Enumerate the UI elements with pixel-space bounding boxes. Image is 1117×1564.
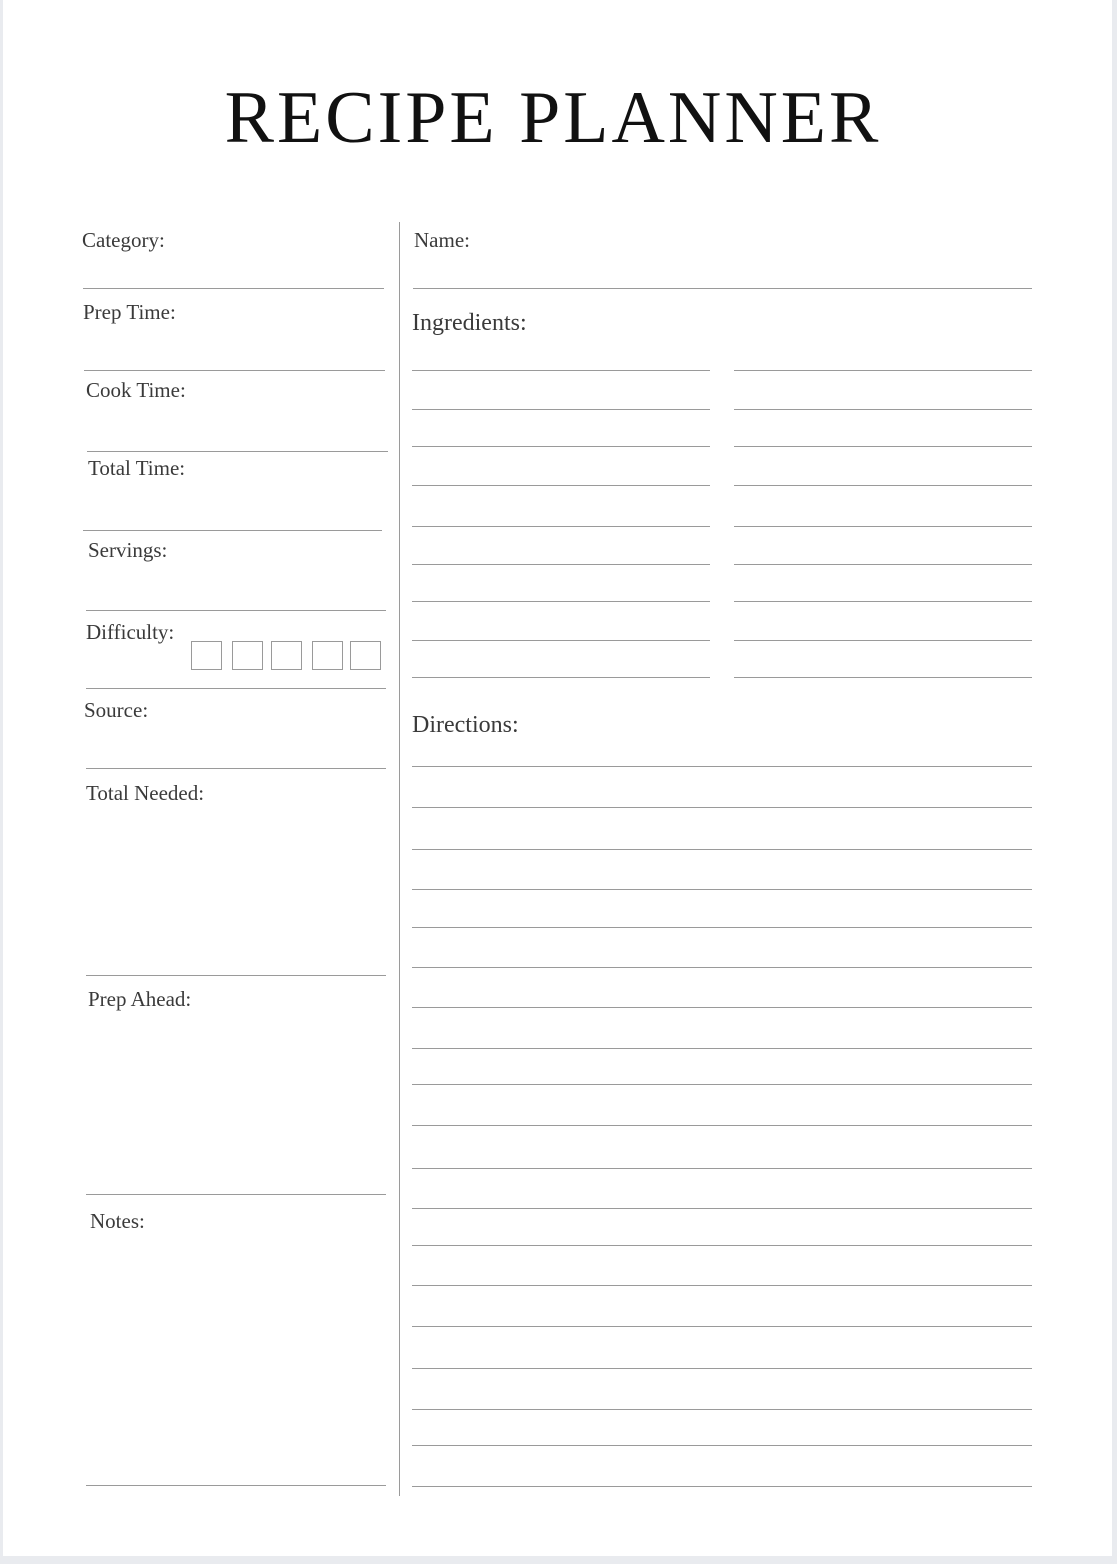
- direction-line[interactable]: [412, 1368, 1032, 1369]
- direction-line[interactable]: [412, 849, 1032, 850]
- difficulty-box-4[interactable]: [312, 641, 343, 670]
- servings-label: Servings:: [88, 538, 168, 562]
- direction-line[interactable]: [412, 1409, 1032, 1410]
- difficulty-box-2[interactable]: [232, 641, 263, 670]
- ingredient-line[interactable]: [734, 485, 1032, 486]
- notes-label: Notes:: [90, 1209, 145, 1233]
- cook-time-line[interactable]: [87, 451, 388, 452]
- source-label: Source:: [84, 698, 149, 722]
- ingredient-line[interactable]: [412, 564, 710, 565]
- category-label: Category:: [82, 228, 165, 252]
- ingredient-line[interactable]: [734, 409, 1032, 410]
- column-divider: [399, 222, 400, 1496]
- ingredient-line[interactable]: [734, 640, 1032, 641]
- direction-line[interactable]: [412, 1285, 1032, 1286]
- ingredient-line[interactable]: [412, 601, 710, 602]
- direction-line[interactable]: [412, 1084, 1032, 1085]
- direction-line[interactable]: [412, 1326, 1032, 1327]
- direction-line[interactable]: [412, 1208, 1032, 1209]
- direction-line[interactable]: [412, 1486, 1032, 1487]
- difficulty-label: Difficulty:: [86, 620, 175, 644]
- category-line[interactable]: [83, 288, 384, 289]
- directions-label: Directions:: [412, 712, 519, 738]
- ingredient-line[interactable]: [734, 677, 1032, 678]
- direction-line[interactable]: [412, 967, 1032, 968]
- source-line[interactable]: [86, 768, 386, 769]
- name-label: Name:: [414, 228, 470, 252]
- difficulty-box-3[interactable]: [271, 641, 302, 670]
- recipe-planner-sheet: [3, 0, 1112, 1556]
- prep-ahead-line[interactable]: [86, 1194, 386, 1195]
- direction-line[interactable]: [412, 889, 1032, 890]
- ingredient-line[interactable]: [734, 601, 1032, 602]
- prep-time-line[interactable]: [84, 370, 385, 371]
- difficulty-box-1[interactable]: [191, 641, 222, 670]
- ingredient-line[interactable]: [412, 640, 710, 641]
- ingredient-line[interactable]: [412, 409, 710, 410]
- ingredient-line[interactable]: [412, 370, 710, 371]
- direction-line[interactable]: [412, 1168, 1032, 1169]
- direction-line[interactable]: [412, 1048, 1032, 1049]
- ingredient-line[interactable]: [734, 370, 1032, 371]
- page-title: RECIPE PLANNER: [224, 77, 882, 159]
- ingredient-line[interactable]: [412, 677, 710, 678]
- difficulty-line: [86, 688, 386, 689]
- direction-line[interactable]: [412, 1125, 1032, 1126]
- direction-line[interactable]: [412, 766, 1032, 767]
- total-time-label: Total Time:: [88, 456, 186, 480]
- ingredient-line[interactable]: [412, 446, 710, 447]
- direction-line[interactable]: [412, 927, 1032, 928]
- total-time-line[interactable]: [83, 530, 382, 531]
- ingredient-line[interactable]: [412, 526, 710, 527]
- direction-line[interactable]: [412, 1445, 1032, 1446]
- ingredients-label: Ingredients:: [412, 310, 527, 336]
- ingredient-line[interactable]: [734, 446, 1032, 447]
- cook-time-label: Cook Time:: [86, 378, 186, 402]
- direction-line[interactable]: [412, 1245, 1032, 1246]
- direction-line[interactable]: [412, 1007, 1032, 1008]
- total-needed-label: Total Needed:: [86, 781, 205, 805]
- name-line[interactable]: [413, 288, 1032, 289]
- ingredient-line[interactable]: [734, 564, 1032, 565]
- ingredient-line[interactable]: [412, 485, 710, 486]
- servings-line[interactable]: [86, 610, 386, 611]
- prep-time-label: Prep Time:: [83, 300, 176, 324]
- prep-ahead-label: Prep Ahead:: [88, 987, 192, 1011]
- ingredient-line[interactable]: [734, 526, 1032, 527]
- notes-line[interactable]: [86, 1485, 386, 1486]
- total-needed-line[interactable]: [86, 975, 386, 976]
- direction-line[interactable]: [412, 807, 1032, 808]
- difficulty-box-5[interactable]: [350, 641, 381, 670]
